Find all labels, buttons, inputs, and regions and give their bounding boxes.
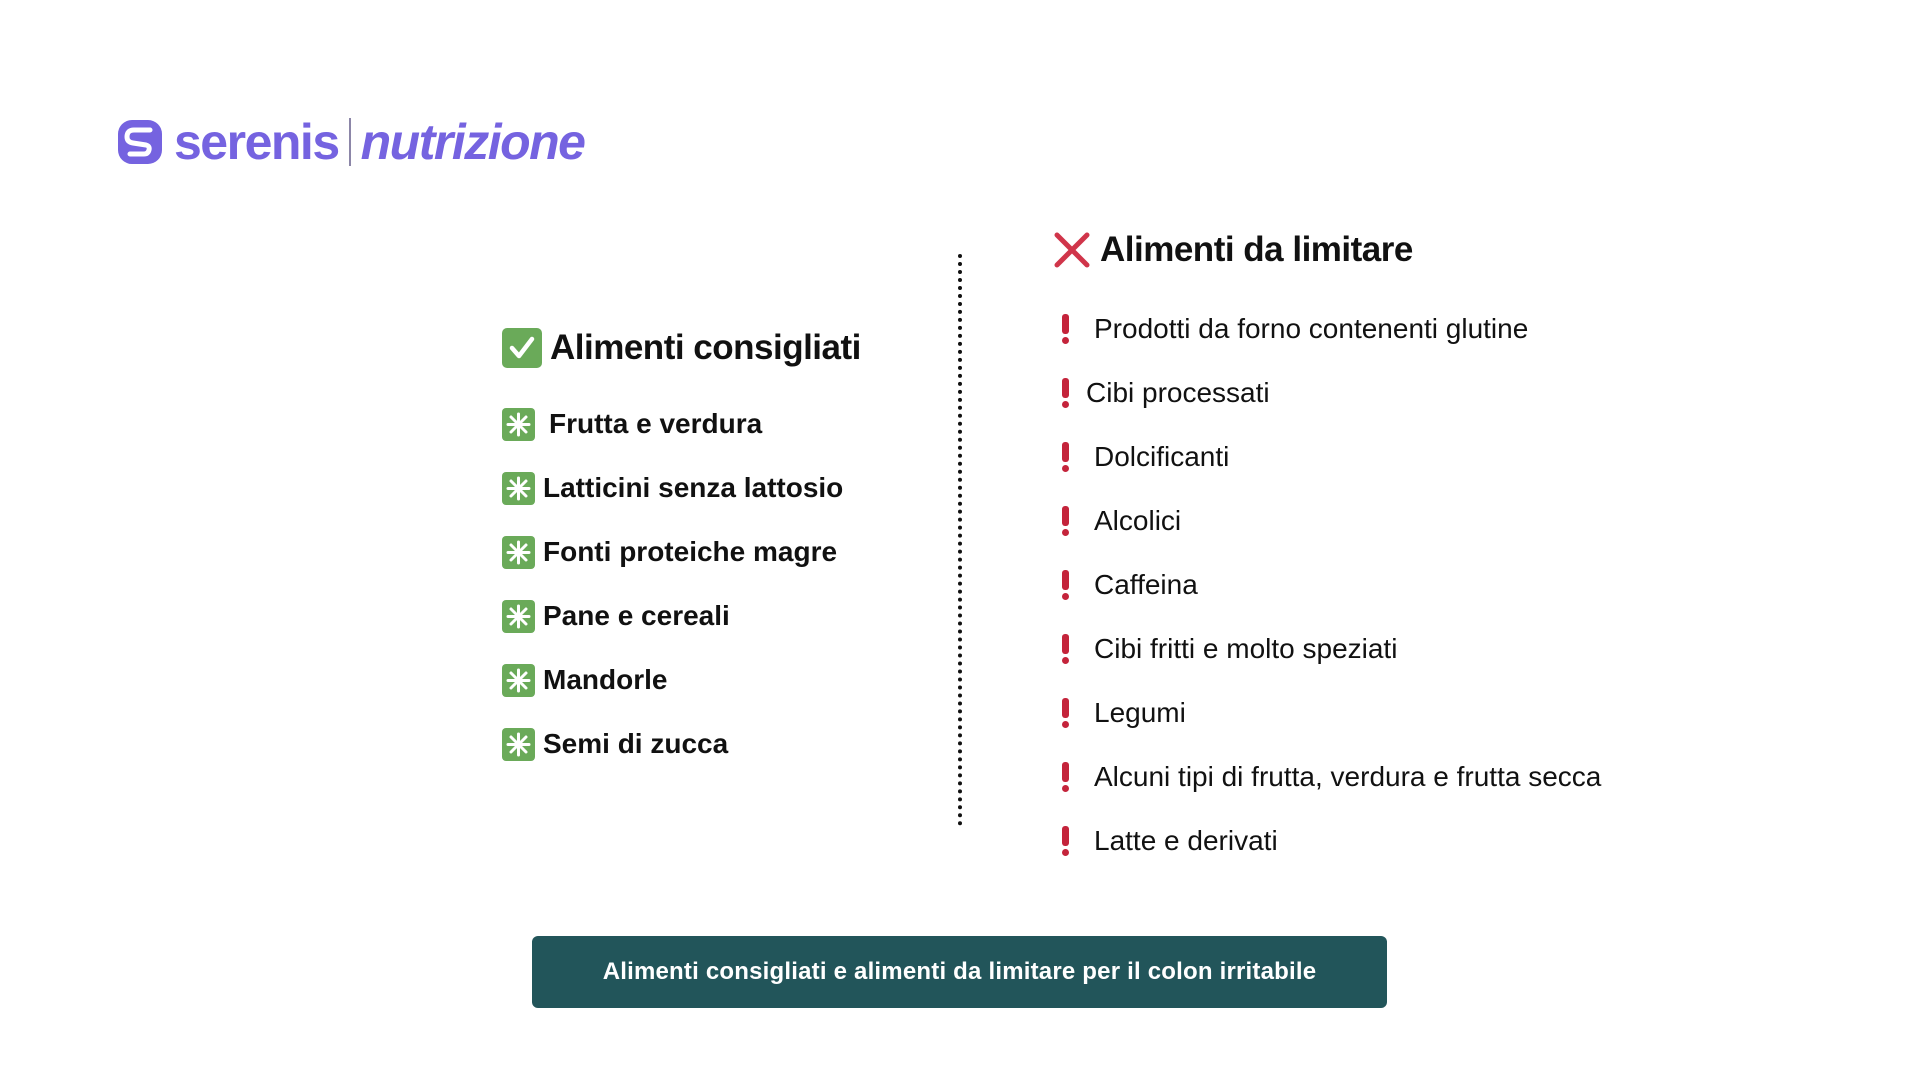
serenis-nutrizione-logo xyxy=(116,112,585,172)
limit-header xyxy=(1052,228,1601,272)
list-item-label: Dolcificanti xyxy=(1094,441,1230,472)
list-item-label: Mandorle xyxy=(543,664,668,695)
list-item xyxy=(502,392,861,456)
dotted-divider xyxy=(958,254,962,826)
red-exclamation-icon xyxy=(1060,314,1070,344)
red-exclamation-icon xyxy=(1060,442,1070,472)
red-exclamation-icon xyxy=(1060,698,1070,728)
red-exclamation-icon xyxy=(1060,634,1070,664)
list-item xyxy=(1052,297,1601,361)
list-item-label: Cibi processati xyxy=(1086,377,1270,408)
list-item xyxy=(1052,553,1601,617)
caption-text: Alimenti consigliati e alimenti da limitare per il colon irritabile xyxy=(602,958,1317,985)
list-item-label: Frutta e verdura xyxy=(549,408,763,439)
list-item xyxy=(1052,681,1601,745)
logo-separator xyxy=(349,118,351,166)
list-item xyxy=(1052,425,1601,489)
red-x-icon xyxy=(1052,230,1092,270)
list-item-label: Legumi xyxy=(1094,697,1186,728)
logo-brand-text: serenis xyxy=(174,114,339,170)
caption-banner xyxy=(532,936,1387,1008)
green-asterisk-box-icon xyxy=(502,408,535,441)
list-item-label: Latticini senza lattosio xyxy=(543,472,844,503)
limit-foods-section xyxy=(1052,228,1601,873)
list-item xyxy=(1052,617,1601,681)
list-item xyxy=(1052,745,1601,809)
list-item-label: Fonti proteiche magre xyxy=(543,536,838,567)
list-item xyxy=(502,648,861,712)
green-asterisk-box-icon xyxy=(502,472,535,505)
green-asterisk-box-icon xyxy=(502,664,535,697)
list-item xyxy=(502,584,861,648)
list-item xyxy=(502,712,861,776)
list-item xyxy=(502,520,861,584)
recommended-foods-section xyxy=(502,326,861,776)
green-asterisk-box-icon xyxy=(502,536,535,569)
red-exclamation-icon xyxy=(1060,378,1070,408)
logo-subbrand-text: nutrizione xyxy=(360,114,585,170)
red-exclamation-icon xyxy=(1060,762,1070,792)
list-item-label: Cibi fritti e molto speziati xyxy=(1094,633,1398,664)
red-exclamation-icon xyxy=(1060,570,1070,600)
recommended-header xyxy=(502,326,861,370)
list-item-label: Alcuni tipi di frutta, verdura e frutta secca xyxy=(1094,761,1602,792)
recommended-list xyxy=(502,392,861,776)
green-asterisk-box-icon xyxy=(502,600,535,633)
green-asterisk-box-icon xyxy=(502,728,535,761)
limit-title: Alimenti da limitare xyxy=(1100,230,1413,269)
red-exclamation-icon xyxy=(1060,506,1070,536)
list-item-label: Semi di zucca xyxy=(543,728,729,759)
red-exclamation-icon xyxy=(1060,826,1070,856)
limit-list xyxy=(1052,297,1601,873)
list-item xyxy=(1052,489,1601,553)
list-item-label: Pane e cereali xyxy=(543,600,730,631)
serenis-s-logo-icon xyxy=(116,118,164,166)
green-check-box-icon xyxy=(502,328,542,368)
list-item-label: Latte e derivati xyxy=(1094,825,1278,856)
list-item-label: Prodotti da forno contenenti glutine xyxy=(1094,313,1529,344)
list-item xyxy=(1052,809,1601,873)
recommended-title: Alimenti consigliati xyxy=(550,328,861,367)
list-item xyxy=(502,456,861,520)
list-item-label: Alcolici xyxy=(1094,505,1182,536)
list-item-label: Caffeina xyxy=(1094,569,1198,600)
list-item xyxy=(1052,361,1601,425)
